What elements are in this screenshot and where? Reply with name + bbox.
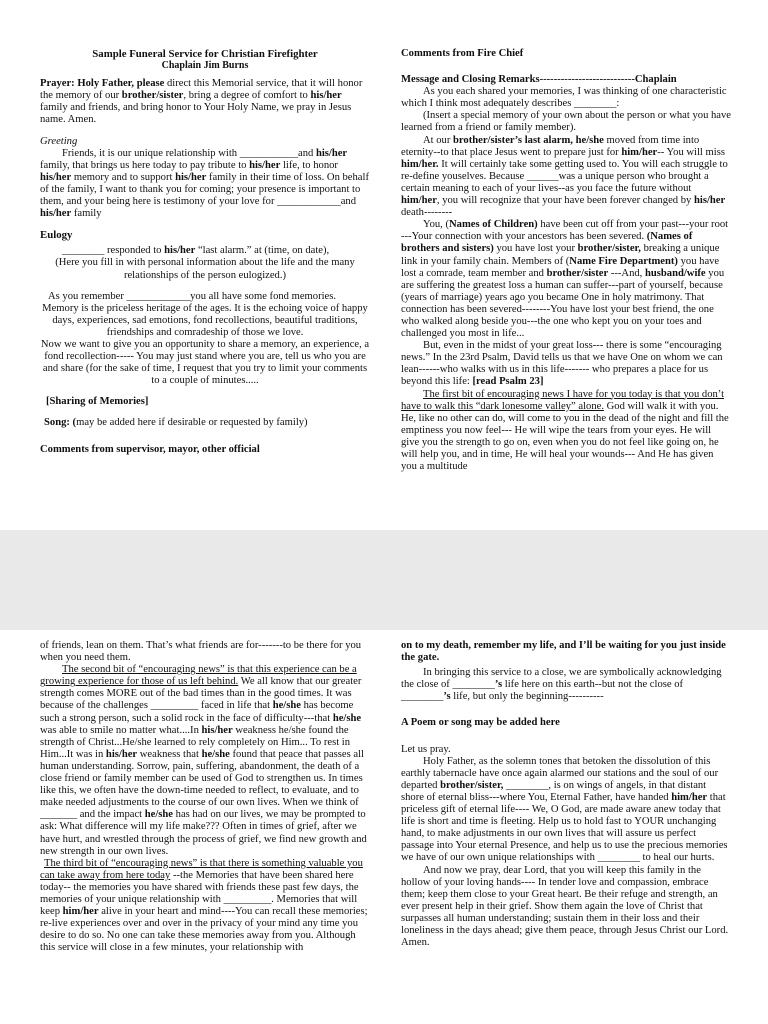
song-line: Song: (may be added here if desirable or requested by family) — [44, 417, 308, 429]
page-2-right-column — [401, 640, 731, 949]
page-1-left-column — [40, 48, 370, 456]
supervisor-comments-heading: Comments from supervisor, mayor, other official — [40, 443, 260, 455]
opening-prayer: Prayer: Holy Father, please direct this Memorial service, that it will honor the memory of our brother/sister, bring a degree of comfort to his/her family and friends, and bring honor to Your Holy Name, we pray in Jesus name. Amen. — [40, 78, 363, 126]
memory-passage: Memory is the priceless heritage of the ages. It is the echoing voice of happy days, experiences, sad emotions, fond recollections, beautiful traditions, friendships and comradeship of those we love. — [42, 302, 368, 338]
closing-prayer: Holy Father, as the solemn tones that betoken the dissolution of this earthly tabernacle have once again alarmed our stations and the soul of our departed brother/sister, ________, is on wings of angels, in that distant shore of eternal bliss---where You, Eternal Father, have handed him/her that priceless gift of eternal life---- We, O God, are made aware anew today that life is short and time is fleeting. Help us to hold fast to YOUR unchanging hand, to make adjustments in our own lives that will assure us perfect passage into Your eternal Presence, and help us to use the precious memories we have of our own unique relationships with ________ to heal our hurts. — [401, 755, 728, 864]
greeting-heading: Greeting — [40, 135, 78, 147]
sharing-heading: [Sharing of Memories] — [46, 396, 149, 408]
document-author: Chaplain Jim Burns — [161, 60, 249, 72]
message-heading: Message and Closing Remarks---------------------------Chaplain — [401, 74, 677, 86]
document-page-2 — [0, 630, 768, 1024]
poem-heading: A Poem or song may be added here — [401, 717, 560, 729]
family-paragraph: You, (Names of Children) have been cut off from your past---your root ---Your connection with your ancestors has been severed. (Names of brothers and sisters) you have lost your brother/sister, breaking a unique link in your family chain. Members of (Name Fire Department) you have lost a comrade, team member and brother/sister ---And, husband/wife you are suffering the greatest loss a human can suffer---part of yourself, because (years of marriage) years ago you became One in holy matrimony. That connection has been severed--------You have lost your best friend, the one who walked along beside you---the one who kept you on your toes and challenged you most in life... — [401, 219, 729, 340]
memory-invitation: Now we want to give you an opportunity to share a memory, an experience, a fond recollection----- You may just stand where you are, tell us who you are and share (for the sake of time, I request that you try to limit your comments to a couple of minutes..... — [40, 338, 370, 387]
eulogy-instructions: (Here you fill in with personal information about the life and the many relationships of the person eulogized.) — [55, 257, 355, 281]
encouraging-news-paragraph: But, even in the midst of your great loss--- there is some “encouraging news.” In the 23rd Psalm, David tells us that we have One on whom we can lean------who walks with us in this life------- who prepares a place for us beyond this life: [read Psalm 23] — [401, 340, 723, 388]
greeting-paragraph: Friends, it is our unique relationship with ___________and his/her family, that brings us here today to pay tribute to his/her life, to honor his/her memory and to support his/her family in their time of loss. On behalf of the family, I want to thank you for coming; your presence is important to them, and your being here is testimony of your love for ____________and his/her family — [40, 147, 369, 220]
eulogy-heading: Eulogy — [40, 229, 73, 242]
last-alarm-paragraph: At our brother/sister’s last alarm, he/she moved from time into eternity--to that place Jesus went to prepare just for him/her-- You will miss him/her. It will certainly take some getting used to. You will each struggle to re-define youselves. Because ______was a unique person who brought a certain meaning to each of your lives--as you face the future without him/her, you will recognize that your have been forever changed by his/her death-------- — [401, 134, 728, 219]
message-intro: As you each shared your memories, I was thinking of one characteristic which I think most adequately describes ________: — [401, 86, 727, 110]
family-blessing: And now we pray, dear Lord, that you will keep this family in the hollow of your loving hands---- In tender love and compassion, embrace them; keep them close to your Great heart. Be their refuge and strength, an ever present help in their grief. Show them again the love of Christ that surpasses all human understanding; sustain them in their loss and their loneliness in the days ahead; give them peace, through Jesus Christ our Lord. Amen. — [401, 864, 729, 949]
fire-chief-heading: Comments from Fire Chief — [401, 48, 524, 59]
let-us-pray: Let us pray. — [401, 743, 451, 755]
document-title: Sample Funeral Service for Christian Firefighter — [92, 48, 318, 60]
insert-memory-note: (Insert a special memory of your own about the person or what you have learned from a friend or family member). — [401, 110, 732, 134]
second-encouraging-news: The second bit of “encouraging news” is that this experience can be a growing experience for those of us left behind. We all know that our greater strength comes MORE out of the bad times than in the good times. It was because of the challenges _________ faced in life that he/she has become such a strong person, such a solid rock in the face of difficulty---that he/she was able to smile no matter what....In his/her weakness he/she found the strength of Christ...He/she learned to rely completely on Him... To rest in Him...It was in his/her weakness that he/she found that peace that passes all human understanding. Sorrow, pain, suffering, abandonment, the death of a close friend or family member can be used of God to strengthen us. In times like this, we often have the down-time needed to reflect, to evaluate, and to make needed adjustments to the course of our own lives. When we think of _______ and the impact he/she has had on our lives, we may be prompted to ask: What difference will my life make??? Often in times of grief, after we have hurt, and wrestled through the process of grief, we find new growth and new strength in our own lives. — [40, 664, 367, 857]
remember-line: As you remember ____________you all have some fond memories. — [48, 290, 337, 302]
closing-quote: on to my death, remember my life, and I’ll be waiting for you just inside the gate. — [401, 640, 726, 664]
eulogy-paragraph: ________ responded to his/her “last alarm.” at (time, on date), — [62, 245, 330, 257]
third-encouraging-news: The third bit of “encouraging news” is that there is something valuable you can take away from here today --the Memories that have been shared here today-- the memories you have shared with friends these past few days, the memories of your unique relationship with _________. Memories that will keep him/her alive in your heart and mind----You can recall these memories; re-live experiences over and over in the privacy of your mind any time you desire to do so. No one can take these memories away from you. Although this service will close in a few minutes, your relationship with — [40, 857, 368, 954]
page-1-right-column — [401, 48, 731, 473]
first-encouraging-news: The first bit of encouraging news I have for you today is that you don’t have to walk this “dark lonesome valley” alone. God will walk it with you. He, like no other can do, will come to you in the dead of the night and fill the emptiness you now feel--- He will wipe the tears from your eyes. He will give you the strength to go on, even when you do not feel like going on, he will help you, and in time, He will heal your wounds--- And He has given you a multitude — [401, 388, 729, 473]
friends-continuation: of friends, lean on them. That’s what friends are for-------to be there for you when you need them. — [40, 640, 362, 664]
page-2-left-column — [40, 640, 370, 954]
closing-paragraph: In bringing this service to a close, we are symbolically acknowledging the close of ________’s life here on this earth--but not the close of ________’s life, but only the beginning---------- — [401, 667, 722, 703]
